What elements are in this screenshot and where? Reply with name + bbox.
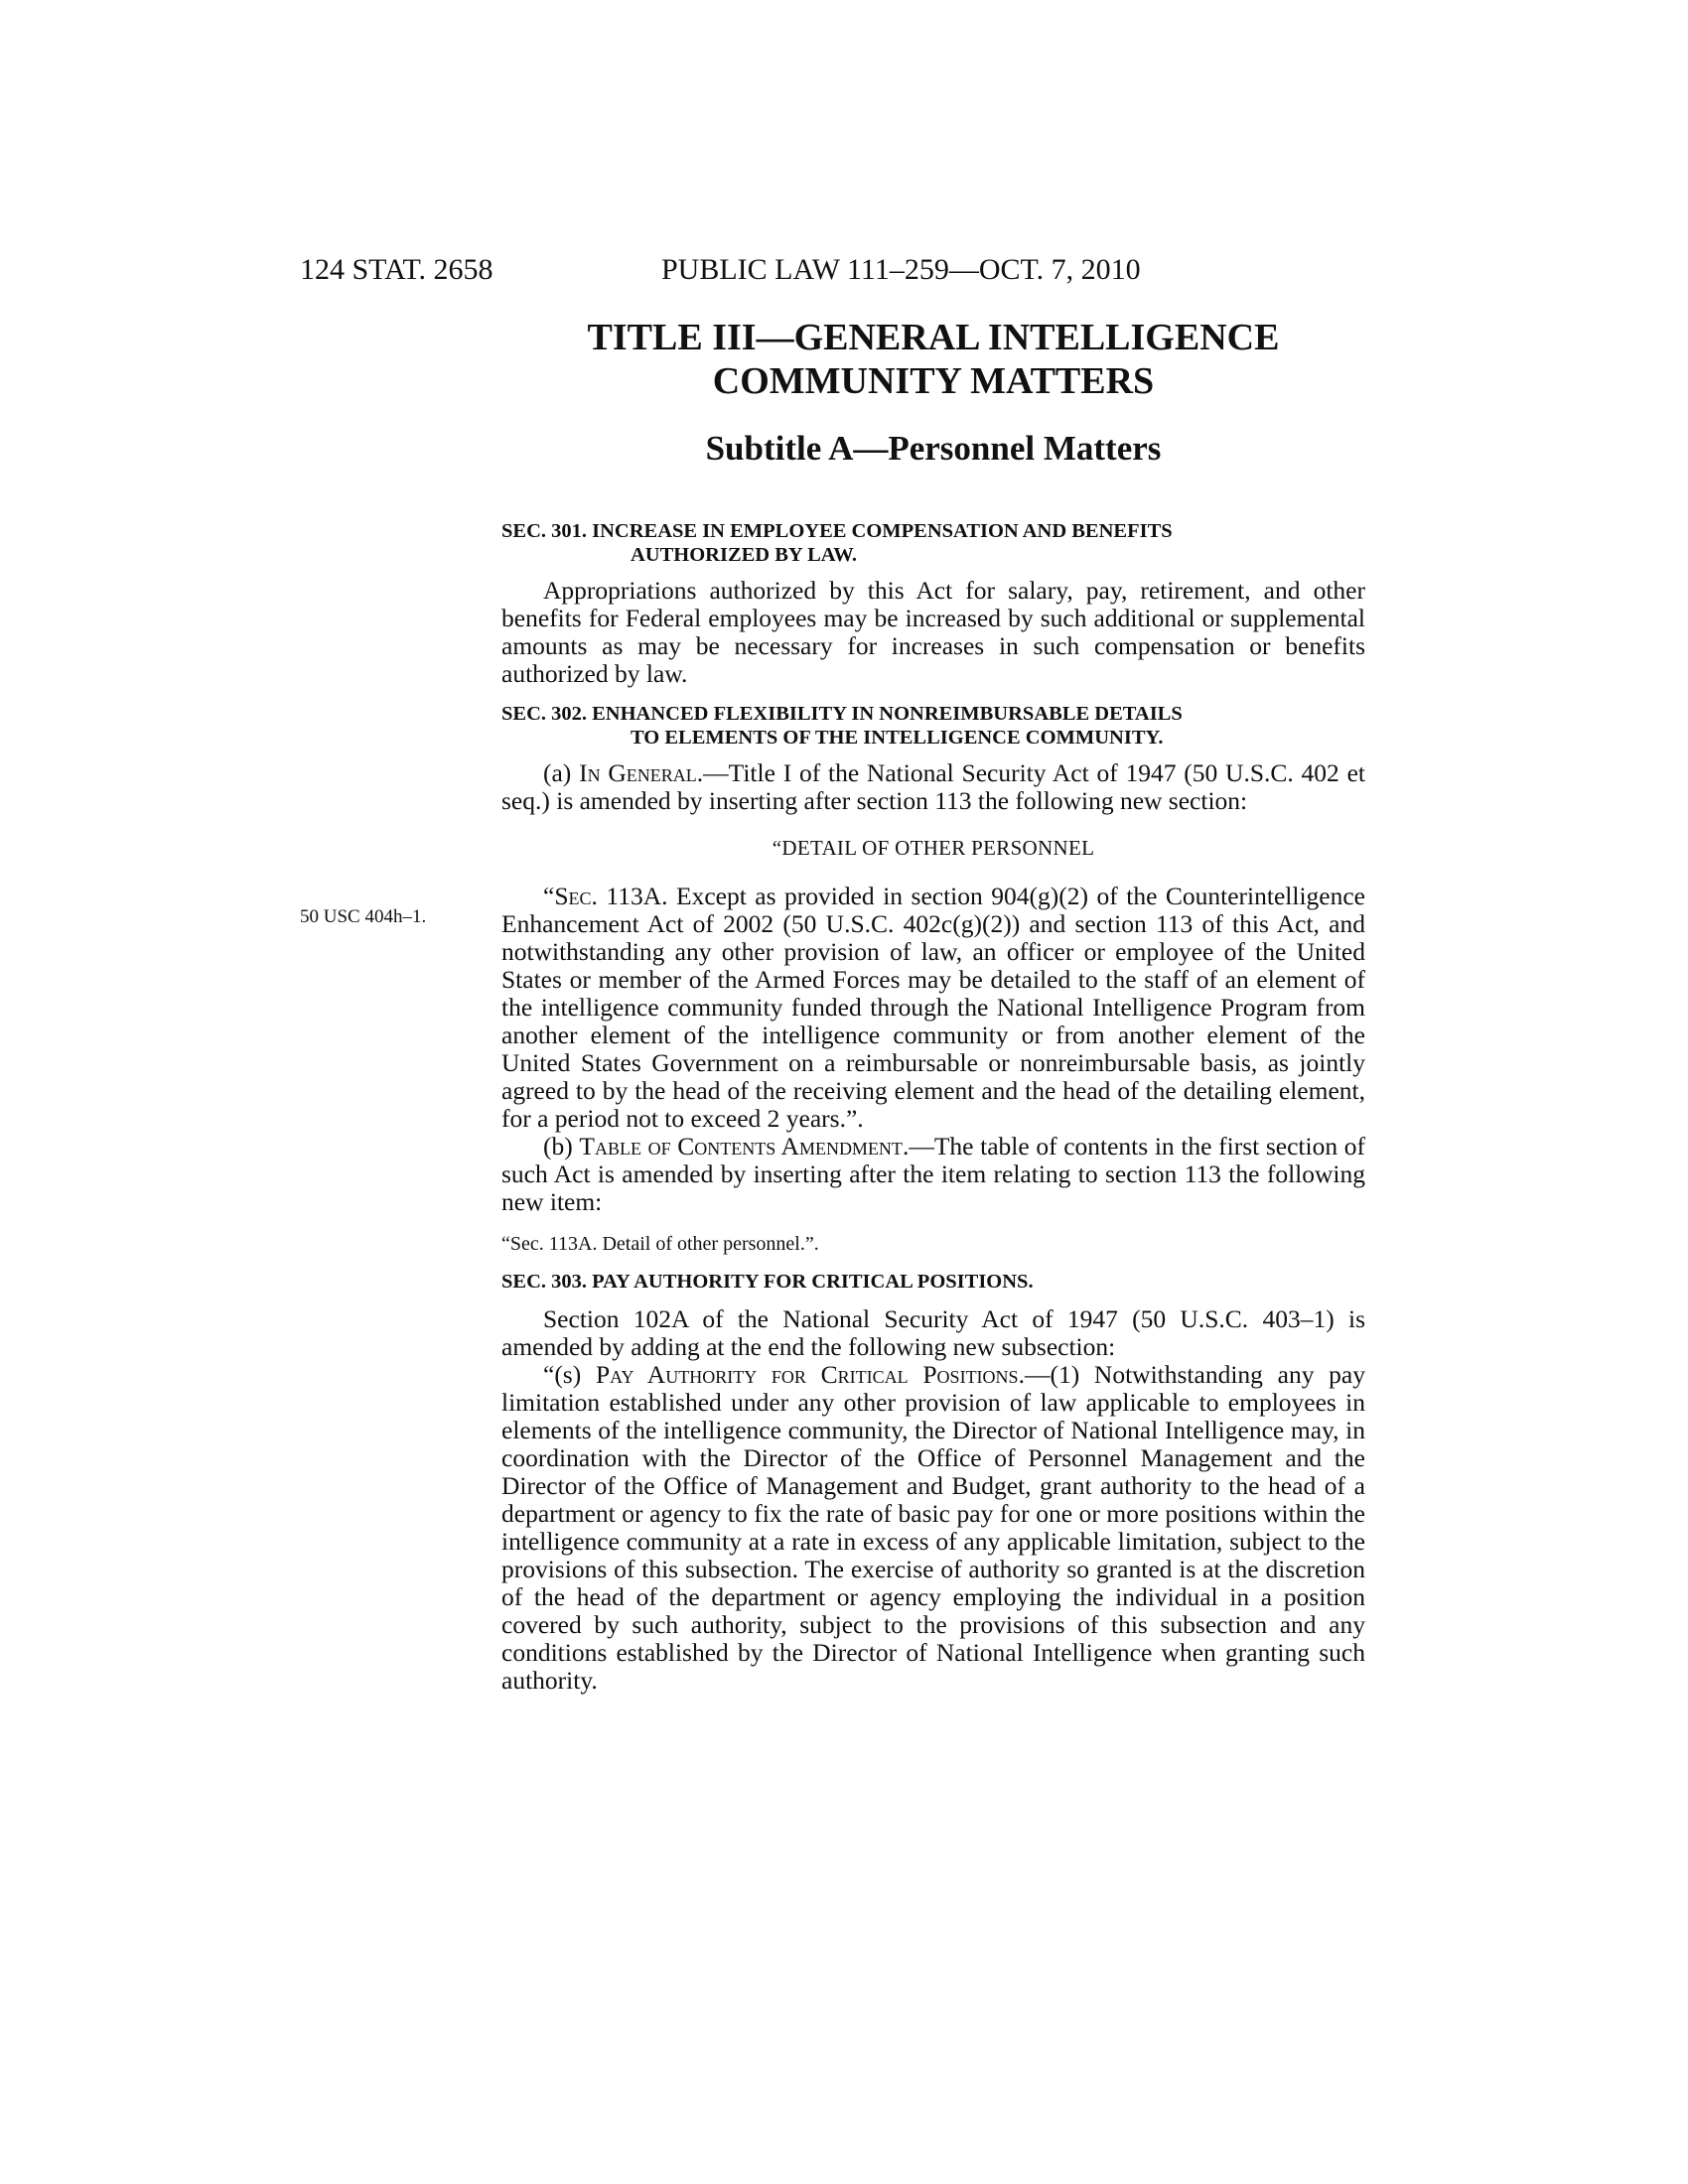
- subsection-a: [501, 759, 1365, 815]
- section-302-heading: [501, 702, 1365, 750]
- subsection-a-caption: In General: [579, 758, 697, 787]
- public-law-citation: PUBLIC LAW 111–259—OCT. 7, 2010: [661, 253, 1141, 286]
- margin-citation: 50 USC 404h–1.: [300, 906, 427, 927]
- subsection-s-label: “(s): [543, 1360, 596, 1389]
- subsection-a-label: (a): [543, 758, 580, 787]
- subsection-b-body: .—The table of contents in the first section of such Act is amended by inserting after the item relating to section 113 the following new item:: [501, 1132, 1365, 1216]
- running-head: [300, 250, 1364, 290]
- title-line-2: COMMUNITY MATTERS: [712, 360, 1155, 402]
- section-301-heading: [501, 519, 1365, 567]
- toc-new-item: “Sec. 113A. Detail of other personnel.”.: [501, 1233, 819, 1255]
- subsection-b: [501, 1133, 1365, 1216]
- subsection-a-body: .—Title I of the National Security Act of 1947 (50 U.S.C. 402 et seq.) is amended by inserting after section 113 the following new section:: [501, 758, 1365, 815]
- section-113a-label: Sec: [554, 882, 592, 910]
- title-heading: [501, 316, 1365, 403]
- section-113a-body: . 113A. Except as provided in section 904(g)(2) of the Counterintelligence Enhancement Act of 2002 (50 U.S.C. 402c(g)(2)) and section 113 of this Act, and notwithstanding any other provision of law, an officer or employee of the United States or member of the Armed Forces may be detailed to the staff of an element of the intelligence community funded through the National Intelligence Program from another element of the intelligence community or from another element of the United States Government on a reimbursable or nonreimbursable basis, as jointly agreed to by the head of the receiving element and the head of the detailing element, for a period not to exceed 2 years.”.: [501, 882, 1365, 1133]
- section-303-heading: SEC. 303. PAY AUTHORITY FOR CRITICAL POSITIONS.: [501, 1271, 1034, 1293]
- section-301-heading-line-2: AUTHORIZED BY LAW.: [631, 544, 858, 566]
- subsection-s: [501, 1361, 1365, 1695]
- section-301-body: Appropriations authorized by this Act for salary, pay, retirement, and other benefits for Federal employees may be increased by such additional or supplemental amounts as may be necessary for increases in such compensation or benefits authorized by law.: [501, 576, 1365, 688]
- stat-citation: 124 STAT. 2658: [300, 253, 493, 286]
- section-303-intro: Section 102A of the National Security Act of 1947 (50 U.S.C. 403–1) is amended by adding at the end the following new subsection:: [501, 1304, 1365, 1361]
- section-301-heading-line-1: SEC. 301. INCREASE IN EMPLOYEE COMPENSATION AND BENEFITS: [501, 520, 1173, 542]
- subsection-s-caption: Pay Authority for Critical Positions: [595, 1360, 1019, 1389]
- section-302-heading-line-1: SEC. 302. ENHANCED FLEXIBILITY IN NONREIMBURSABLE DETAILS: [501, 703, 1183, 725]
- section-302-heading-line-2: TO ELEMENTS OF THE INTELLIGENCE COMMUNITY.: [631, 727, 1164, 749]
- section-113a-text: [501, 883, 1365, 1133]
- subsection-b-caption: Table of Contents Amendment: [579, 1132, 903, 1160]
- sections-column: [501, 519, 1365, 1695]
- subtitle-heading: Subtitle A—Personnel Matters: [705, 429, 1162, 468]
- title-line-1: TITLE III—GENERAL INTELLIGENCE: [587, 317, 1280, 358]
- subsection-b-label: (b): [543, 1132, 580, 1160]
- inserted-section-heading: “DETAIL OF OTHER PERSONNEL: [772, 836, 1095, 860]
- subsection-s-body: .—(1) Notwithstanding any pay limitation established under any other provision of law applicable to employees in elements of the intelligence community, the Director of National Intelligence may, in coordination with the Director of the Office of Personnel Management and the Director of the Office of Management and Budget, grant authority to the head of a department or agency to fix the rate of basic pay for one or more positions within the intelligence community at a rate in excess of any applicable limitation, subject to the provisions of this subsection. The exercise of authority so granted is at the discretion of the head of the department or agency employing the individual in a position covered by such authority, subject to the provisions of this subsection and any conditions established by the Director of National Intelligence when granting such authority.: [501, 1360, 1365, 1695]
- section-113a-open-quote: “: [543, 882, 555, 910]
